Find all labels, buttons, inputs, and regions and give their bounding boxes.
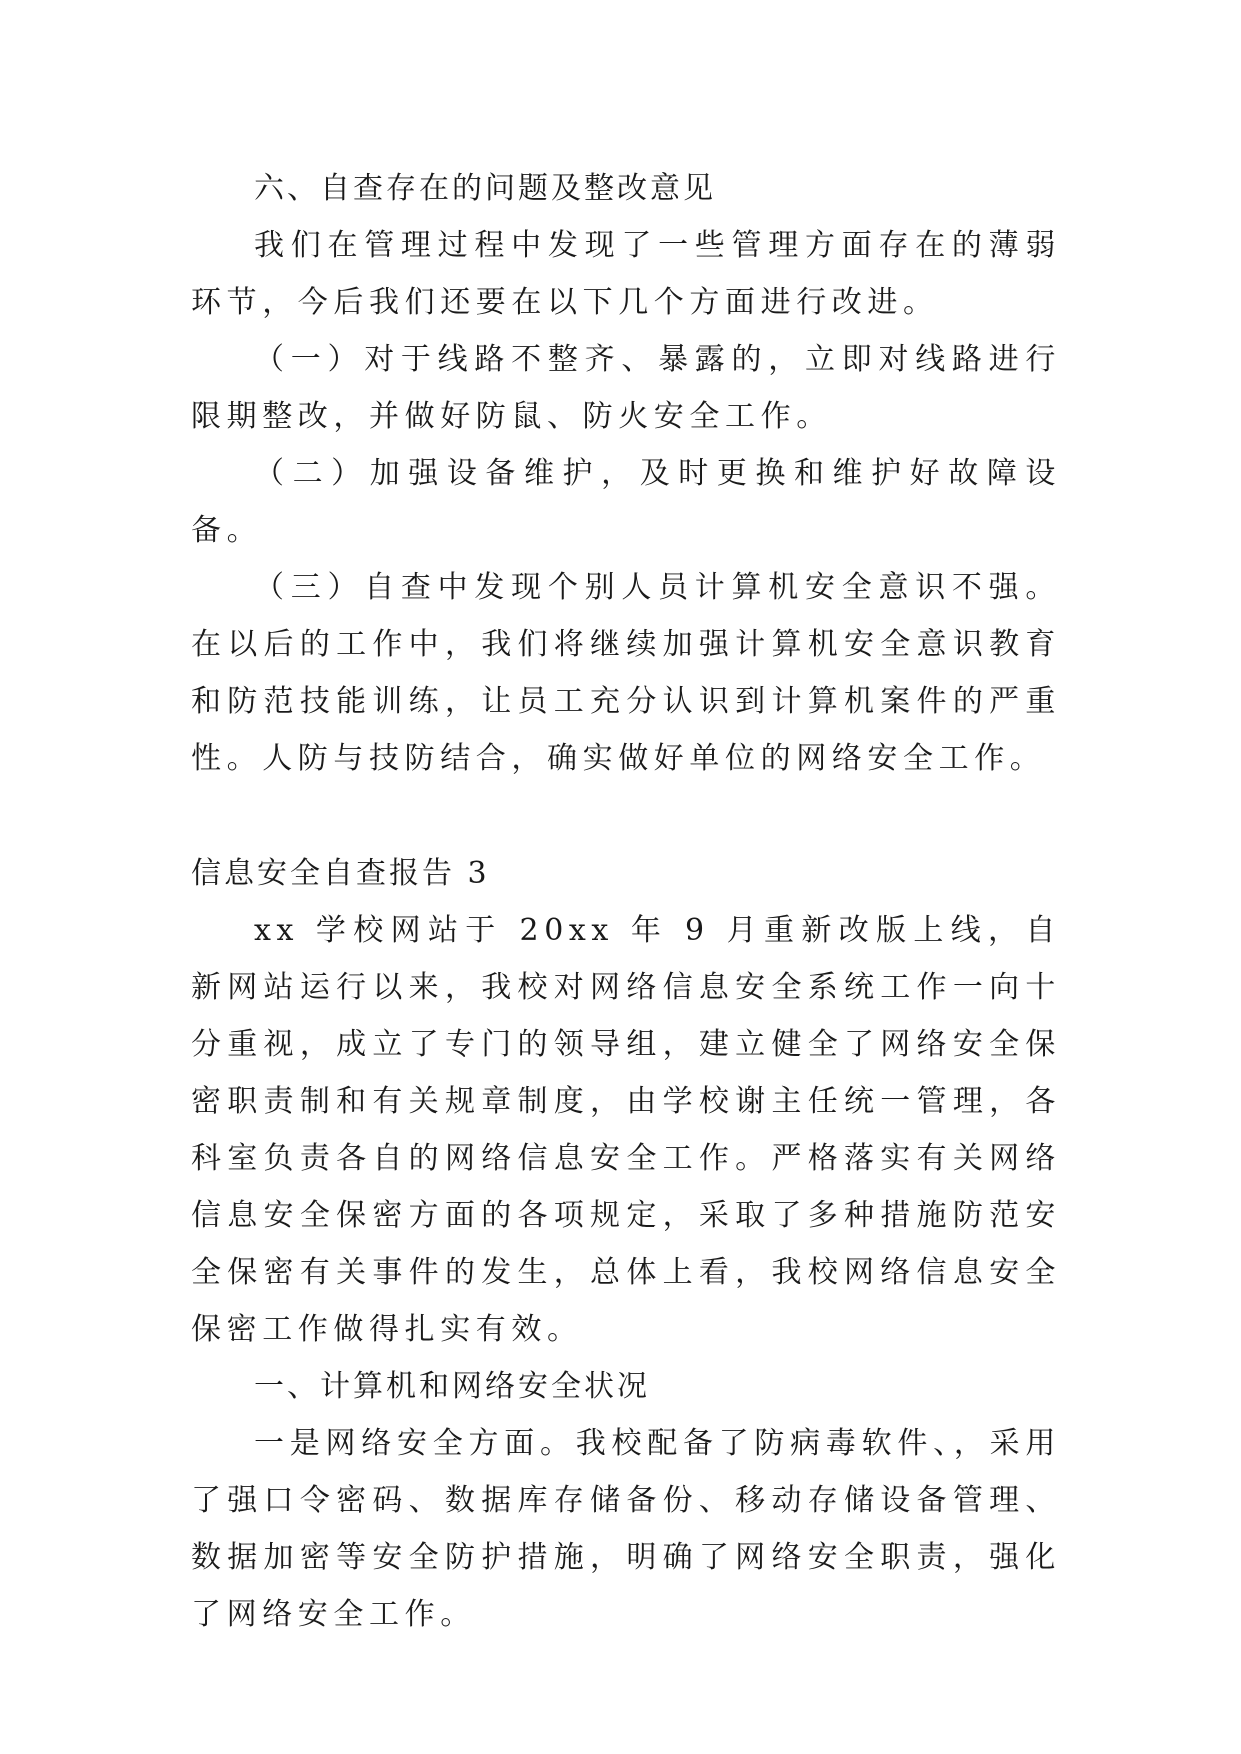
paragraph-intro: xx 学校网站于 20xx 年 9 月重新改版上线，自新网站运行以来，我校对网络信息安全系统工作一向十分重视，成立了专门的领导组，建立健全了网络安全保密职责制和有关规章制度，由学校谢主任统一管理，各科室负责各自的网络信息安全工作。严格落实有关网络信息安全保密方面的各项规定，采取了多种措施防范安全保密有关事件的发生，总体上看，我校网络信息安全保密工作做得扎实有效。 <box>191 913 1061 1347</box>
report-title: 信息安全自查报告 3 <box>191 856 490 891</box>
section-heading-network-status: 一、计算机和网络安全状况 <box>254 1369 650 1404</box>
section-heading-issues: 六、自查存在的问题及整改意见 <box>254 171 716 206</box>
document-body <box>191 160 1061 1643</box>
paragraph-network-security: 一是网络安全方面。我校配备了防病毒软件、，采用了强口令密码、数据库存储备份、移动存储设备管理、数据加密等安全防护措施，明确了网络安全职责，强化了网络安全工作。 <box>191 1426 1061 1632</box>
section-spacer <box>191 787 1061 845</box>
paragraph-weak-links: 我们在管理过程中发现了一些管理方面存在的薄弱环节，今后我们还要在以下几个方面进行改进。 <box>191 228 1061 320</box>
paragraph-item-1: （一）对于线路不整齐、暴露的，立即对线路进行限期整改，并做好防鼠、防火安全工作。 <box>191 342 1061 434</box>
paragraph-item-3: （三）自查中发现个别人员计算机安全意识不强。在以后的工作中，我们将继续加强计算机安全意识教育和防范技能训练，让员工充分认识到计算机案件的严重性。人防与技防结合，确实做好单位的网络安全工作。 <box>191 570 1061 776</box>
paragraph-item-2: （二）加强设备维护，及时更换和维护好故障设备。 <box>191 456 1061 548</box>
